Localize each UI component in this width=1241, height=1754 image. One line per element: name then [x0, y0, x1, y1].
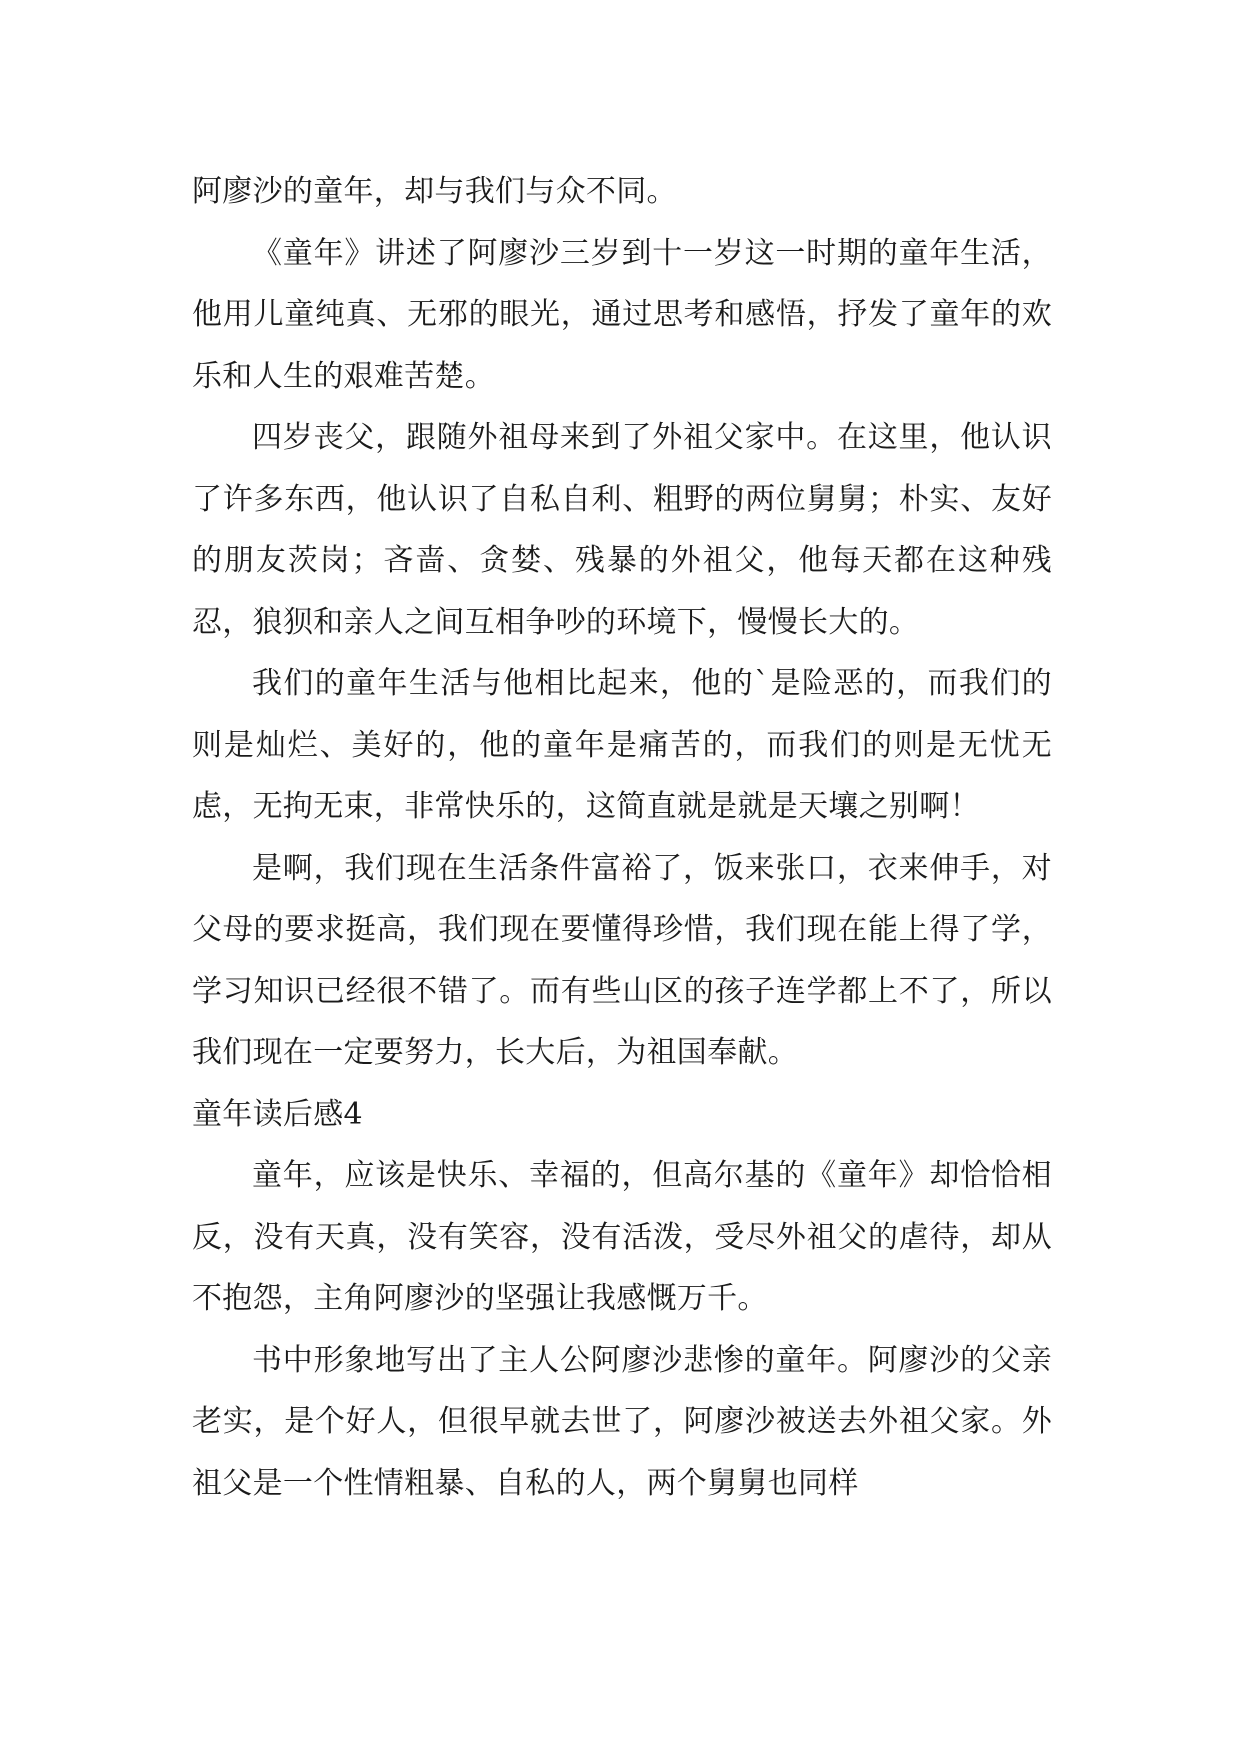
paragraph: 我们的童年生活与他相比起来，他的`是险恶的，而我们的则是灿烂、美好的，他的童年是痛苦的，而我们的则是无忧无虑，无拘无束，非常快乐的，这简直就是就是天壤之别啊！ — [192, 666, 1052, 824]
paragraph: 书中形象地写出了主人公阿廖沙悲惨的童年。阿廖沙的父亲老实，是个好人，但很早就去世了，阿廖沙被送去外祖父家。外祖父是一个性情粗暴、自私的人，两个舅舅也同样 — [192, 1342, 1052, 1501]
paragraph: 是啊，我们现在生活条件富裕了，饭来张口，衣来伸手，对父母的要求挺高，我们现在要懂得珍惜，我们现在能上得了学，学习知识已经很不错了。而有些山区的孩子连学都上不了，所以我们现在一定要努力，长大后，为祖国奉献。 — [192, 850, 1052, 1070]
paragraph: 《童年》讲述了阿廖沙三岁到十一岁这一时期的童年生活，他用儿童纯真、无邪的眼光，通过思考和感悟，抒发了童年的欢乐和人生的艰难苦楚。 — [192, 235, 1052, 394]
document-body — [192, 161, 1052, 1514]
paragraph: 阿廖沙的童年，却与我们与众不同。 — [192, 174, 677, 209]
section-heading: 童年读后感4 — [192, 1096, 363, 1132]
paragraph: 童年，应该是快乐、幸福的，但高尔基的《童年》却恰恰相反，没有天真，没有笑容，没有活泼，受尽外祖父的虐待，却从不抱怨，主角阿廖沙的坚强让我感慨万千。 — [192, 1158, 1052, 1316]
paragraph: 四岁丧父，跟随外祖母来到了外祖父家中。在这里，他认识了许多东西，他认识了自私自利、粗野的两位舅舅；朴实、友好的朋友茨岗；吝啬、贪婪、残暴的外祖父，他每天都在这种残忍，狼狈和亲人之间互相争吵的环境下，慢慢长大的。 — [192, 420, 1052, 640]
